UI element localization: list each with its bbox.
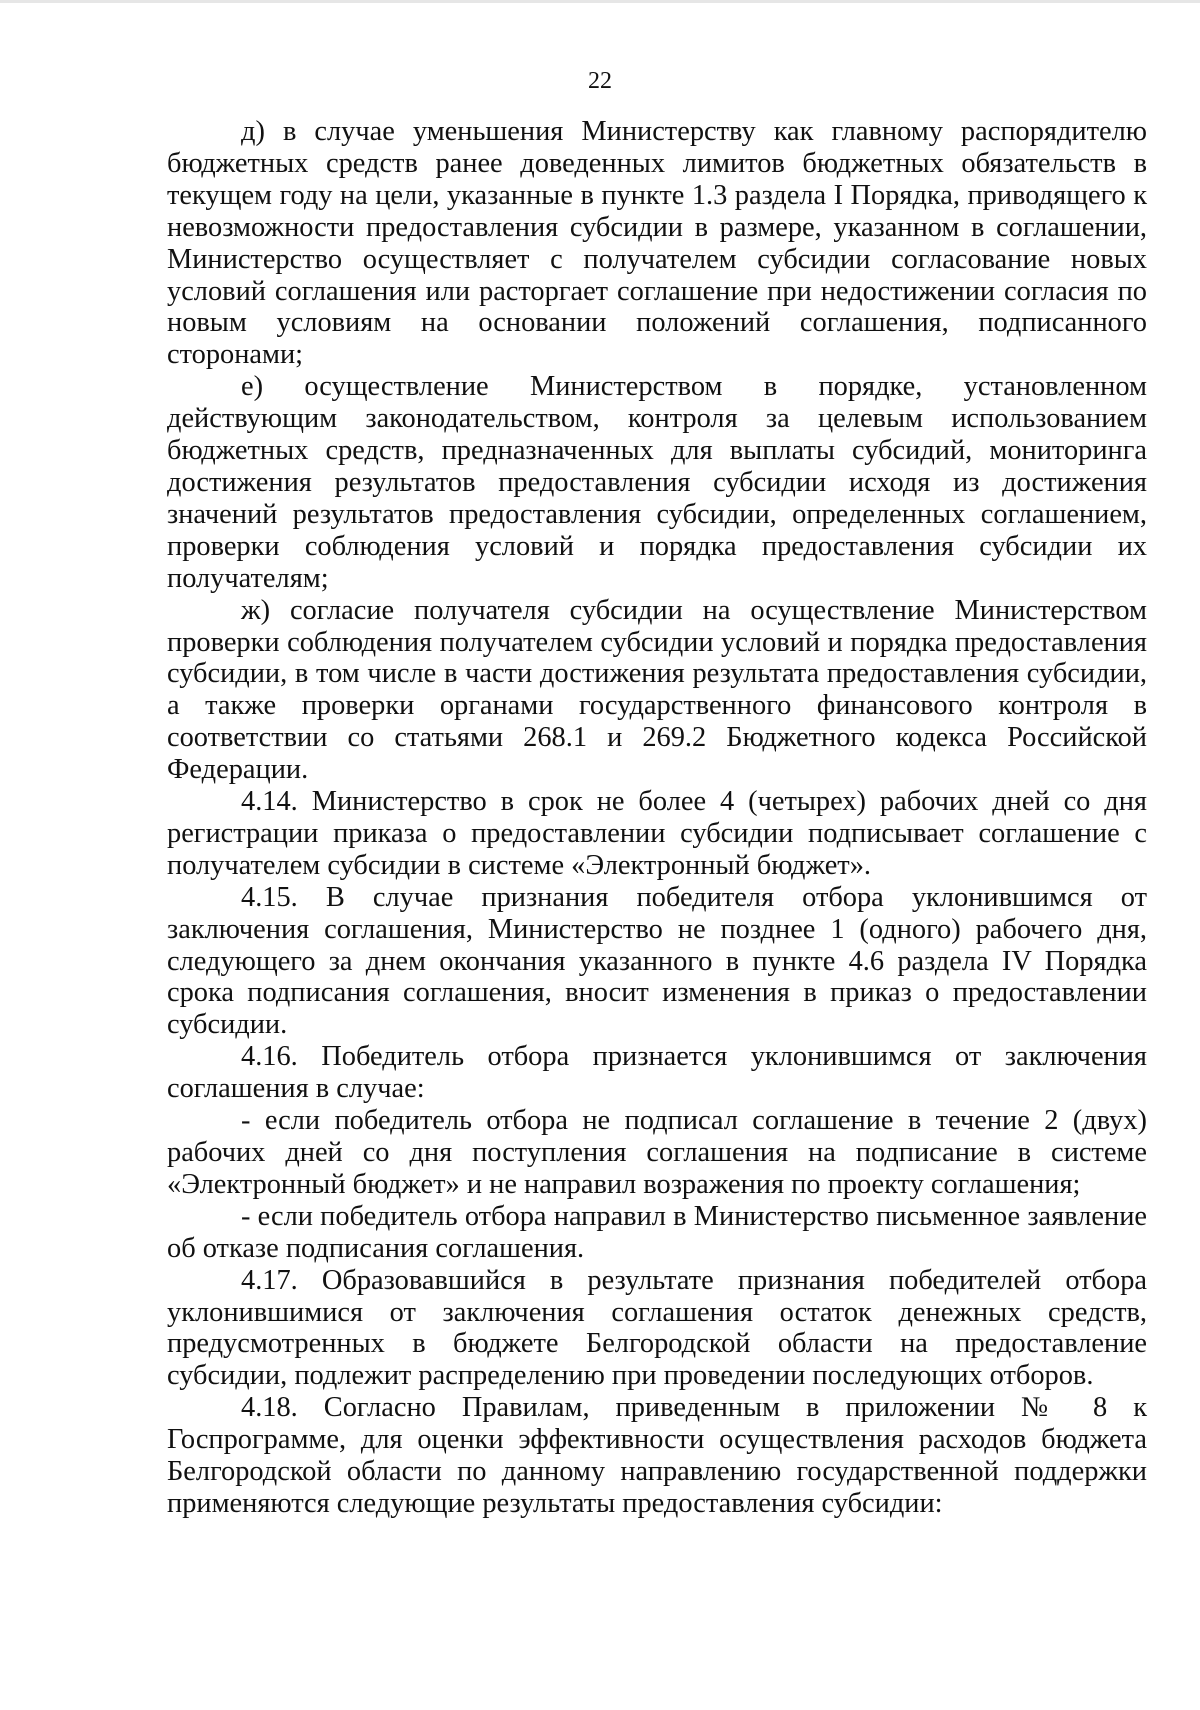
paragraph-4-18: 4.18. Согласно Правилам, приведенным в приложении № 8 к Госпрограмме, для оценки эффективности осуществления расходов бюджета Белгородской области по данному направлению государственной поддержки применяются следующие результаты предоставления субсидии:: [167, 1392, 1147, 1519]
paragraph-4-16: 4.16. Победитель отбора признается уклонившимся от заключения соглашения в случае:: [167, 1041, 1147, 1105]
scan-edge: [0, 0, 1200, 3]
paragraph-4-16-item-2: - если победитель отбора направил в Министерство письменное заявление об отказе подписания соглашения.: [167, 1200, 1147, 1264]
paragraph-e: е) осуществление Министерством в порядке, установленном действующим законодательством, контроля за целевым использованием бюджетных средств, предназначенных для выплаты субсидий, мониторинга достижения результатов предоставления субсидии исходя из достижения значений результатов предоставления субсидии, определенных соглашением, проверки соблюдения условий и порядка предоставления субсидии их получателям;: [167, 371, 1147, 594]
paragraph-4-17: 4.17. Образовавшийся в результате признания победителей отбора уклонившимися от заключения соглашения остаток денежных средств, предусмотренных в бюджете Белгородской области на предоставление субсидии, подлежит распределению при проведении последующих отборов.: [167, 1264, 1147, 1392]
paragraph-4-15: 4.15. В случае признания победителя отбора уклонившимся от заключения соглашения, Министерство не позднее 1 (одного) рабочего дня, следующего за днем окончания указанного в пункте 4.6 раздела IV Порядка срока подписания соглашения, вносит изменения в приказ о предоставлении субсидии.: [167, 881, 1147, 1041]
document-body: [167, 116, 1147, 1520]
paragraph-d: д) в случае уменьшения Министерству как главному распорядителю бюджетных средств ранее доведенных лимитов бюджетных обязательств в текущем году на цели, указанные в пункте 1.3 раздела I Порядка, приводящего к невозможности предоставления субсидии в размере, указанном в соглашении, Министерство осуществляет с получателем субсидии согласование новых условий соглашения или расторгает соглашение при недостижении согласия по новым условиям на основании положений соглашения, подписанного сторонами;: [167, 116, 1147, 371]
paragraph-4-14: 4.14. Министерство в срок не более 4 (четырех) рабочих дней со дня регистрации приказа о предоставлении субсидии подписывает соглашение с получателем субсидии в системе «Электронный бюджет».: [167, 786, 1147, 881]
paragraph-zh: ж) согласие получателя субсидии на осуществление Министерством проверки соблюдения получателем субсидии условий и порядка предоставления субсидии, в том числе в части достижения результата предоставления субсидии, а также проверки органами государственного финансового контроля в соответствии со статьями 268.1 и 269.2 Бюджетного кодекса Российской Федерации.: [167, 594, 1147, 786]
paragraph-4-16-item-1: - если победитель отбора не подписал соглашение в течение 2 (двух) рабочих дней со дня поступления соглашения на подписание в системе «Электронный бюджет» и не направил возражения по проекту соглашения;: [167, 1105, 1147, 1200]
page-number: 22: [588, 68, 612, 94]
